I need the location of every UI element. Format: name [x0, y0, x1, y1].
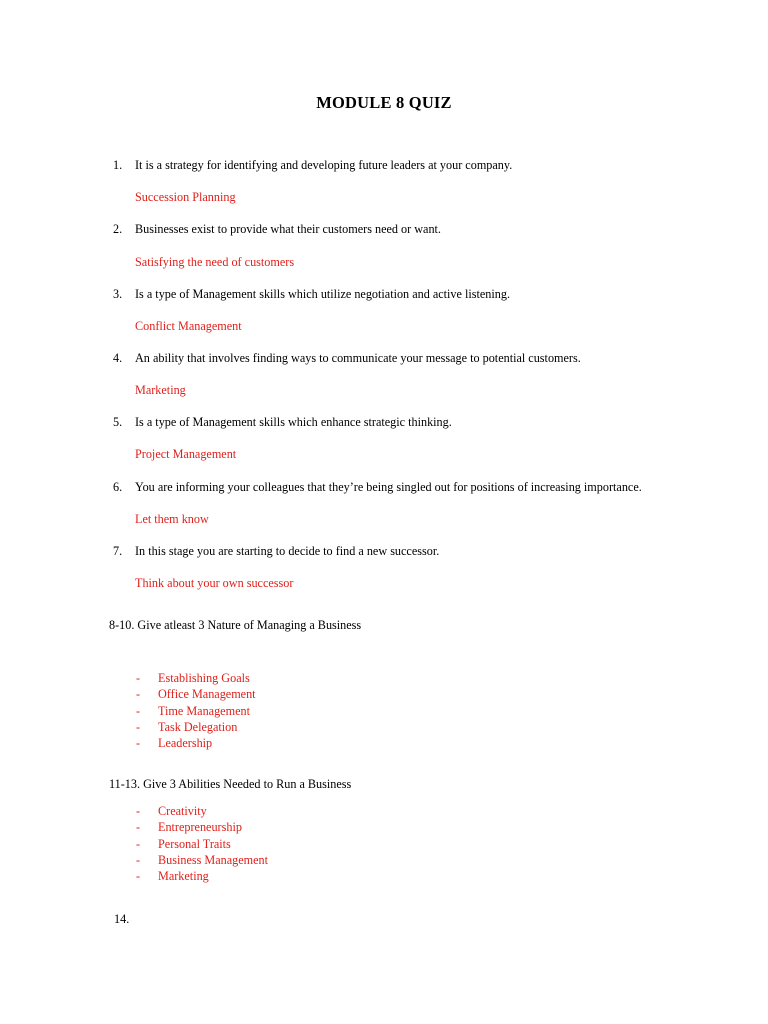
list-item-text: Office Management: [158, 687, 256, 702]
bullet-dash: -: [136, 719, 141, 734]
list-item-text: Establishing Goals: [158, 671, 250, 685]
bullet-dash: -: [136, 820, 141, 835]
list-item-text: Marketing: [158, 869, 209, 884]
question-number: 4.: [113, 351, 123, 365]
list-item-text: Time Management: [158, 703, 250, 718]
list-item-text: Task Delegation: [158, 719, 238, 734]
question-text: You are informing your colleagues that they’re being singled out for positions of increasing importance.: [135, 480, 642, 494]
list-item-text: Personal Traits: [158, 836, 231, 851]
question-number: 3.: [113, 287, 123, 301]
bullet-dash: -: [136, 687, 141, 702]
section-heading-8-10: 8-10. Give atleast 3 Nature of Managing a Business: [109, 618, 362, 632]
bullet-dash: -: [136, 852, 141, 867]
bullet-dash: -: [136, 869, 141, 884]
bullet-dash: -: [136, 836, 141, 851]
answer-2: Satisfying the need of customers: [135, 255, 295, 269]
section-heading-11-13: 11-13. Give 3 Abilities Needed to Run a Business: [109, 777, 352, 791]
answer-4: Marketing: [135, 383, 186, 397]
bullet-dash: -: [136, 804, 141, 818]
question-number: 1.: [113, 158, 123, 172]
answer-7: Think about your own successor: [135, 576, 294, 590]
question-text: In this stage you are starting to decide to find a new successor.: [135, 544, 440, 558]
question-text: An ability that involves finding ways to communicate your message to potential customers.: [135, 351, 581, 365]
list-item-text: Entrepreneurship: [158, 820, 242, 835]
answer-3: Conflict Management: [135, 319, 242, 333]
question-number: 6.: [113, 480, 123, 494]
question-text: Is a type of Management skills which utilize negotiation and active listening.: [135, 287, 511, 301]
question-text: It is a strategy for identifying and developing future leaders at your company.: [135, 158, 513, 172]
bullet-dash: -: [136, 736, 141, 751]
question-text: Businesses exist to provide what their customers need or want.: [135, 222, 441, 236]
bullet-dash: -: [136, 671, 141, 685]
list-item-text: Creativity: [158, 804, 207, 818]
list-item-text: Business Management: [158, 852, 269, 867]
list-item-text: Leadership: [158, 736, 213, 751]
question-number: 5.: [113, 415, 123, 429]
bullet-dash: -: [136, 703, 141, 718]
answer-5: Project Management: [135, 447, 237, 461]
question-number-14: 14.: [114, 912, 130, 926]
question-number: 7.: [113, 544, 123, 558]
page-title: MODULE 8 QUIZ: [316, 93, 452, 112]
question-text: Is a type of Management skills which enhance strategic thinking.: [135, 415, 452, 429]
answer-6: Let them know: [135, 512, 209, 526]
answer-1: Succession Planning: [135, 190, 236, 204]
question-number: 2.: [113, 222, 123, 236]
